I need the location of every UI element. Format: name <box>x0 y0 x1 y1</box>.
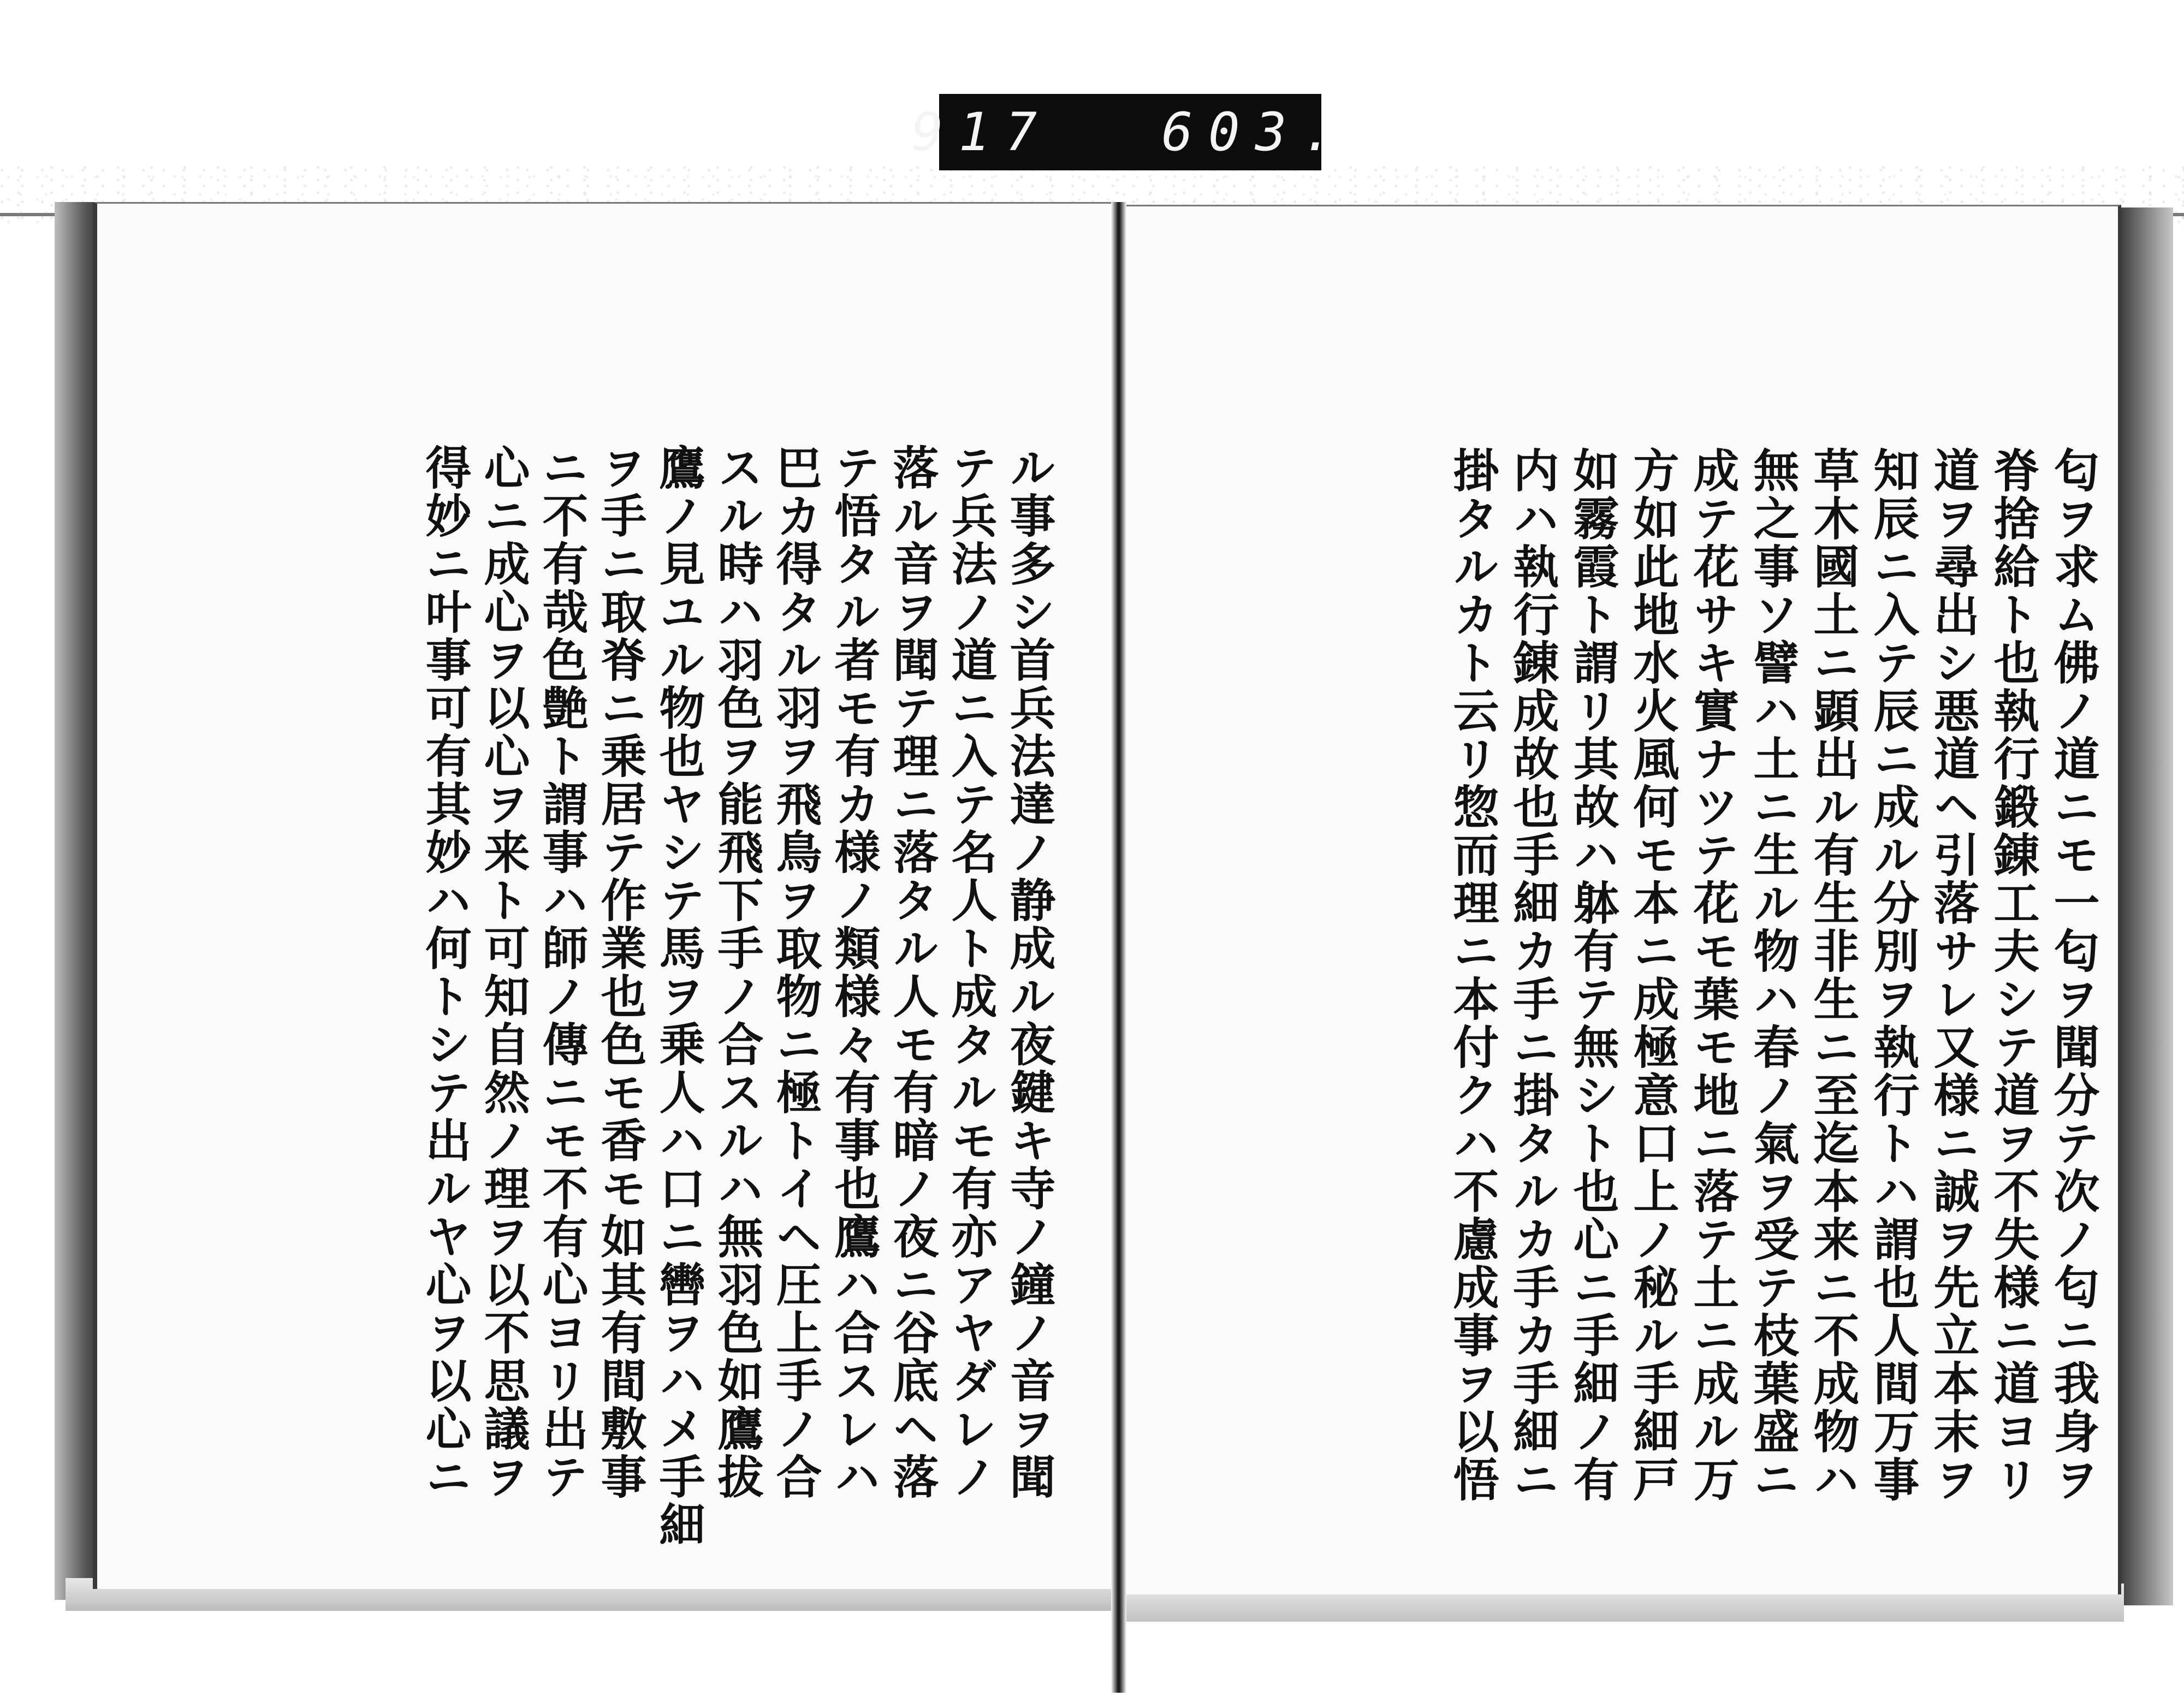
left-page-column-2: テ兵法ノ道ニ入テ名人ト成タルモ有亦アヤダレノ <box>944 444 998 1501</box>
reel-number-right: 603. <box>1161 102 1349 163</box>
book-spine-shadow-right <box>2113 207 2173 1605</box>
left-page-column-5: 巴カ得タル羽ヲ飛鳥ヲ取物ニ極トイヘ圧上手ノ合 <box>769 444 823 1501</box>
left-page <box>93 202 1119 1589</box>
left-page-column-7: 鷹ノ見ユル物也ヤシテ馬ヲ乗人ハ口ニ轡ヲハメ手細 <box>652 444 706 1549</box>
right-page-column-4: 知辰ニ入テ辰ニ成ル分別ヲ執行トハ謂也人間万事 <box>1866 447 1920 1504</box>
right-page-column-5: 草木國土ニ顕出ル有生非生ニ至迄本来ニ不成物ハ <box>1806 447 1860 1504</box>
reel-number-label <box>911 94 1349 170</box>
right-page-column-1: 匂ヲ求ム佛ノ道ニモ一匂ヲ聞分テ次ノ匂ニ我身ヲ <box>2046 447 2100 1504</box>
left-page-column-6: スル時ハ羽色ヲ能飛下手ノ合スルハ無羽色如鷹拔 <box>710 444 764 1501</box>
left-page-column-1: ル事多シ首兵法達ノ静成ル夜鍵キ寺ノ鐘ノ音ヲ聞 <box>1002 444 1057 1501</box>
right-page-column-11: 掛タルカト云リ惣而理ニ本付クハ不慮成事ヲ以悟 <box>1446 447 1500 1504</box>
right-page <box>1122 205 2121 1594</box>
right-page-column-3: 道ヲ尋出シ悪道ヘ引落サレ又様ニ誠ヲ先立本末ヲ <box>1926 447 1980 1504</box>
left-page-column-8: ヲ手ニ取脊ニ乗居テ作業也色モ香モ如其有間敷事 <box>594 444 648 1501</box>
book-gutter <box>1111 202 1126 1693</box>
reel-number-left: 917 <box>911 102 1053 163</box>
right-page-column-9: 如霧霞ト謂リ其故ハ躰有テ無シト也心ニ手細ノ有 <box>1566 447 1620 1504</box>
right-page-column-8: 方如此地水火風何モ本ニ成極意口上ノ秘ル手細戸 <box>1626 447 1680 1504</box>
left-page-column-3: 落ル音ヲ聞テ理ニ落タル人モ有暗ノ夜ニ谷底ヘ落 <box>886 444 940 1501</box>
right-page-column-10: 内ハ執行錬成故也手細カ手ニ掛タルカ手カ手細ニ <box>1506 447 1560 1504</box>
right-page-column-2: 脊捨給ト也執行鍛錬工夫シテ道ヲ不失様ニ道ヨリ <box>1986 447 2040 1504</box>
left-page-column-4: テ悟タル者モ有カ様ノ類様々有事也鷹ハ合スレハ <box>827 444 881 1501</box>
left-page-column-9: ニ不有哉色艶ト謂事ハ師ノ傳ニモ不有心ヨリ出テ <box>535 444 589 1501</box>
left-page-column-10: 心ニ成心ヲ以心ヲ来ト可知自然ノ理ヲ以不思議ヲ <box>477 444 531 1501</box>
right-page-column-6: 無之事ソ譬ハ土ニ生ル物ハ春ノ氣ヲ受テ枝葉盛ニ <box>1746 447 1800 1504</box>
right-page-column-7: 成テ花サキ實ナツテ花モ葉モ地ニ落テ土ニ成ル万 <box>1686 447 1740 1504</box>
left-page-column-11: 得妙ニ叶事可有其妙ハ何トシテ出ルヤ心ヲ以心ニ <box>418 444 472 1501</box>
